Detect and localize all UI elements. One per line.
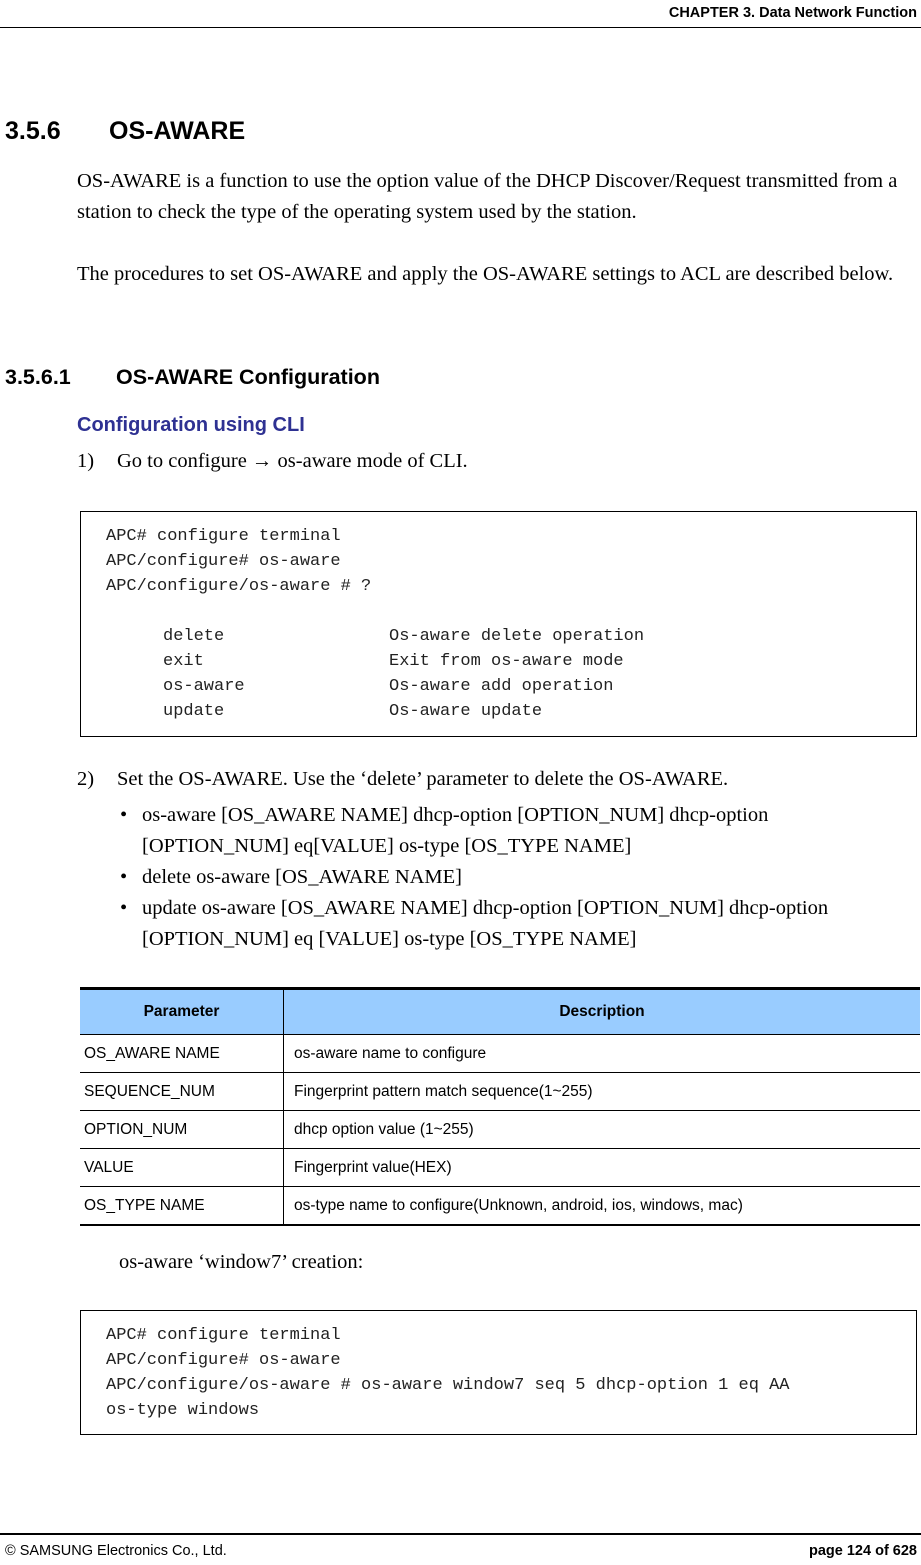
option-command: exit	[163, 652, 204, 671]
parameter-cell: OS_AWARE NAME	[80, 1035, 284, 1073]
bullet-icon: •	[120, 866, 128, 888]
subsection-heading	[5, 365, 380, 390]
column-header-parameter: Parameter	[80, 989, 284, 1035]
code-option-row	[106, 699, 916, 724]
parameter-cell: OPTION_NUM	[80, 1111, 284, 1149]
code-line: APC/configure# os-aware	[106, 1351, 341, 1370]
table-header-row	[80, 989, 920, 1035]
table-row	[80, 1073, 920, 1111]
section-title: OS-AWARE	[109, 117, 246, 145]
parameter-cell: SEQUENCE_NUM	[80, 1073, 284, 1111]
subsection-number: 3.5.6.1	[5, 365, 71, 389]
parameter-cell: VALUE	[80, 1149, 284, 1187]
option-description: Os-aware delete operation	[389, 627, 645, 646]
command-bullet-list	[120, 800, 915, 955]
table-row	[80, 1149, 920, 1187]
bullet-item	[120, 893, 915, 955]
description-cell: Fingerprint pattern match sequence(1~255)	[284, 1073, 921, 1111]
bullet-icon: •	[120, 804, 128, 826]
step-2-text: Set the OS-AWARE. Use the ‘delete’ parameter to delete the OS-AWARE.	[117, 768, 729, 790]
option-description: Os-aware update	[389, 702, 543, 721]
bullet-item	[120, 800, 915, 862]
code-option-row	[106, 674, 916, 699]
chapter-header: CHAPTER 3. Data Network Function	[668, 5, 917, 21]
description-cell: Fingerprint value(HEX)	[284, 1149, 921, 1187]
section-number: 3.5.6	[5, 117, 61, 145]
table-row	[80, 1187, 920, 1226]
subsection-title: OS-AWARE Configuration	[116, 365, 380, 389]
bullet-text: os-aware [OS_AWARE NAME] dhcp-option [OPTION_NUM] dhcp-option [OPTION_NUM] eq[VALUE] os-type [OS_TYPE NAME]	[142, 804, 769, 857]
bullet-icon: •	[120, 897, 128, 919]
step-1	[77, 450, 468, 473]
description-cell: dhcp option value (1~255)	[284, 1111, 921, 1149]
footer-page-number: page 124 of 628	[809, 1543, 917, 1559]
code-blank-line	[106, 599, 916, 624]
bullet-text: delete os-aware [OS_AWARE NAME]	[142, 866, 463, 888]
code-block-2	[80, 1310, 917, 1435]
code-line: APC/configure/os-aware # os-aware window7 seq 5 dhcp-option 1 eq AA	[106, 1376, 790, 1395]
option-command: os-aware	[163, 677, 245, 696]
code-line: os-type windows	[106, 1401, 260, 1420]
option-description: Os-aware add operation	[389, 677, 614, 696]
section-heading	[5, 117, 245, 146]
parameter-cell: OS_TYPE NAME	[80, 1187, 284, 1226]
option-description: Exit from os-aware mode	[389, 652, 624, 671]
step-2-number: 2)	[77, 768, 95, 790]
parameter-table	[80, 987, 920, 1226]
table-row	[80, 1035, 920, 1073]
footer-divider	[0, 1533, 921, 1535]
code-line: APC/configure/os-aware # ?	[106, 577, 372, 596]
intro-paragraph-1: OS-AWARE is a function to use the option value of the DHCP Discover/Request transmitted from a station to check the type of the operating system used by the station.	[77, 170, 898, 223]
step-1-text: Go to configure → os-aware mode of CLI.	[117, 450, 468, 472]
code-line: APC# configure terminal	[106, 1326, 341, 1345]
option-command: update	[163, 702, 225, 721]
header-divider	[0, 27, 921, 28]
column-header-description: Description	[284, 989, 921, 1035]
code-option-row	[106, 624, 916, 649]
example-caption: os-aware ‘window7’ creation:	[119, 1251, 364, 1273]
option-command: delete	[163, 627, 225, 646]
step-1-number: 1)	[77, 450, 95, 472]
description-cell: os-aware name to configure	[284, 1035, 921, 1073]
code-option-row	[106, 649, 916, 674]
step-2	[77, 768, 728, 791]
description-cell: os-type name to configure(Unknown, android, ios, windows, mac)	[284, 1187, 921, 1226]
code-line: APC/configure# os-aware	[106, 552, 341, 571]
bullet-text: update os-aware [OS_AWARE NAME] dhcp-option [OPTION_NUM] dhcp-option [OPTION_NUM] eq [VALUE] os-type [OS_TYPE NAME]	[142, 897, 829, 950]
intro-paragraph-2: The procedures to set OS-AWARE and apply the OS-AWARE settings to ACL are described below.	[77, 263, 894, 285]
code-line: APC# configure terminal	[106, 527, 341, 546]
table-row	[80, 1111, 920, 1149]
code-block-1	[80, 511, 917, 737]
footer-copyright: © SAMSUNG Electronics Co., Ltd.	[5, 1543, 227, 1559]
cli-heading: Configuration using CLI	[77, 414, 305, 436]
bullet-item	[120, 862, 915, 893]
